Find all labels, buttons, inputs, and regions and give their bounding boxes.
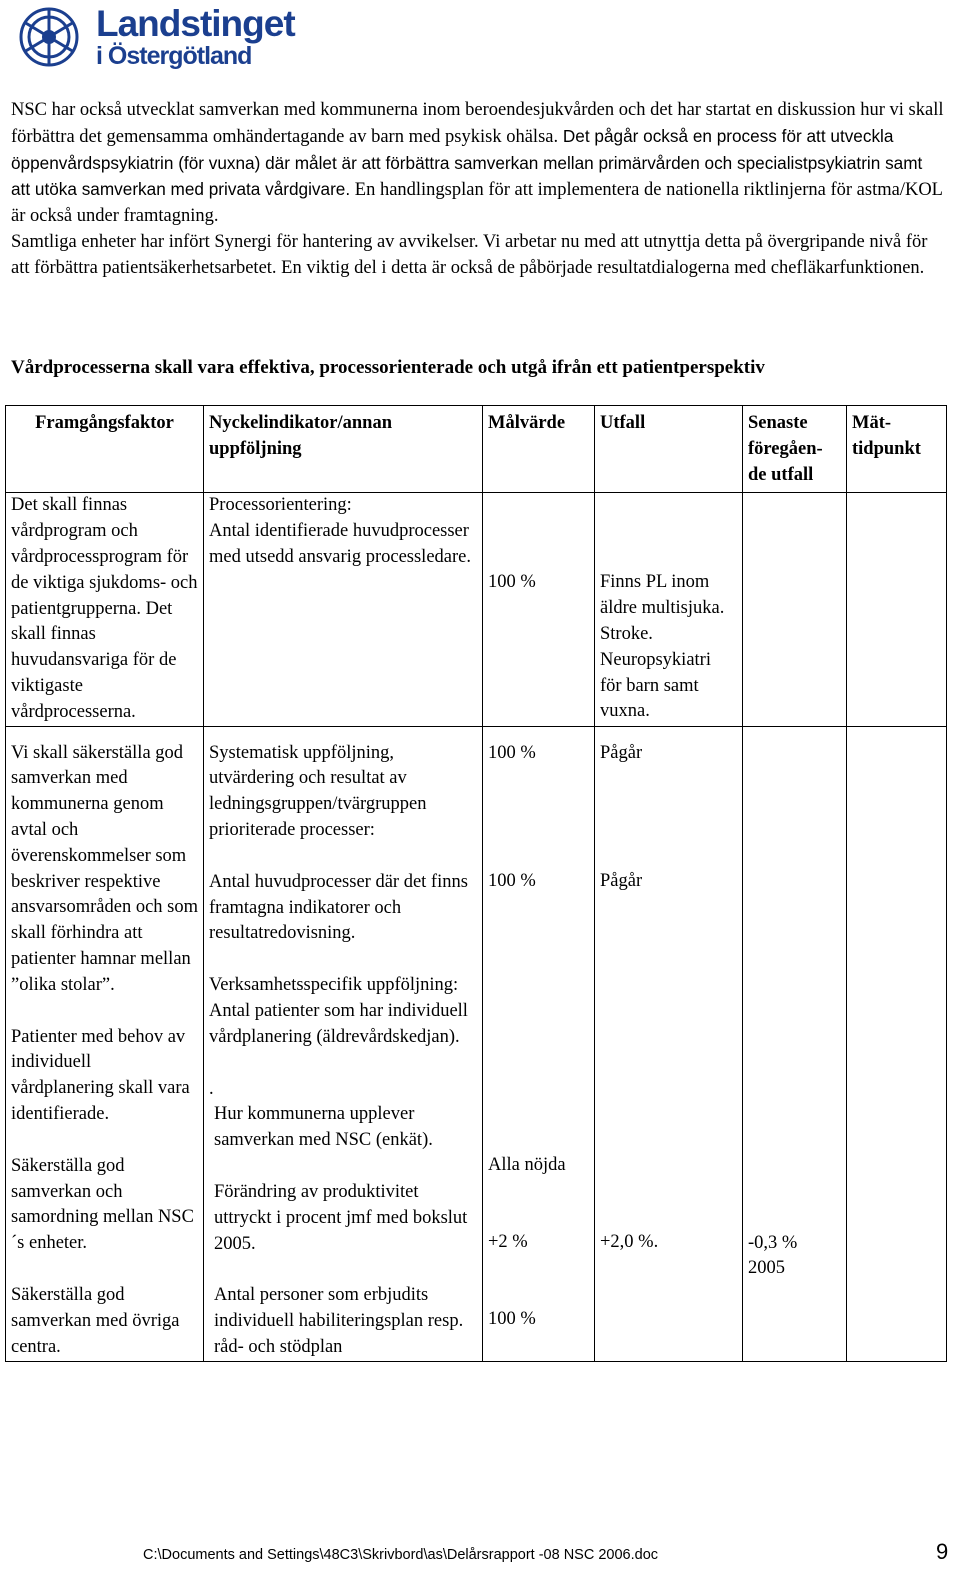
intro-p1-part-a: NSC har också utvecklat samverkan med kommunerna inom beroendesjukvården och det har startat en diskussion hur vi skall förbättra det gemensamma omhändertagande av barn med psykisk ohälsa. <box>11 100 944 147</box>
landstinget-logo <box>10 3 295 70</box>
section-heading: Vårdprocesserna skall vara effektiva, processorienterade och utgå ifrån ett patientperspektiv <box>11 357 765 378</box>
intro-p1-part-c: En handlingsplan för att implementera de nationella riktlinjerna för astma/KOL är också under framtagning. <box>11 180 943 227</box>
row1-indicator: Processorientering: Antal identifierade huvudprocesser med utsedd ansvarig processledare. <box>204 493 483 726</box>
header-mattidpunkt: Mät-tidpunkt <box>847 406 947 493</box>
row1-outcome: Finns PL inom äldre multisjuka. Stroke. Neuropsykiatri för barn samt vuxna. <box>595 493 743 726</box>
row2-outcome: Pågår Pågår +2,0 %. <box>595 726 743 1361</box>
intro-p1-part-b: Det pågår också en process för att utveckla öppenvårdspsykiatrin (för vuxna) där målet är att förbättra samverkan mellan primärvården och specialistpsykiatrin samt att utöka samverkan med privata vårdgivare. <box>11 125 923 200</box>
row1-factor: Det skall finnas vårdprogram och vårdprocessprogram för de viktiga sjukdoms- och patientgrupperna. Det skall finnas huvudansvariga för de viktigaste vårdprocesserna. <box>6 493 204 726</box>
row2-indicator: Systematisk uppföljning, utvärdering och resultat av ledningsgruppen/tvärgruppen prioriterade processer: Antal huvudprocesser där det finns framtagna indikatorer och resultatredovisning. Verksamhetsspecifik uppföljning: Antal patienter som har individuell vårdplanering (äldrevårdskedjan). . Hur kommunerna upplever samverkan med NSC (enkät). Förändring av produktivitet uttryckt i procent jmf med bokslut 2005. Antal personer som erbjudits individuell habiliteringsplan resp. råd- och stödplan <box>204 726 483 1361</box>
intro-paragraph-1 <box>11 98 946 230</box>
indicator-table <box>5 405 947 1362</box>
table-header-row <box>6 406 947 493</box>
header-malvarde: Målvärde <box>483 406 595 493</box>
row2-previous: -0,3 % 2005 <box>743 726 847 1361</box>
header-utfall: Utfall <box>595 406 743 493</box>
page-number: 9 <box>936 1539 949 1564</box>
header-senaste: Senaste föregåen-de utfall <box>743 406 847 493</box>
header-nyckelindikator: Nyckelindikator/annan uppföljning <box>204 406 483 493</box>
row1-timepoint <box>847 493 947 726</box>
row1-target: 100 % <box>483 493 595 726</box>
logo-crown-icon <box>10 4 88 70</box>
header-framgangsfaktor: Framgångsfaktor <box>6 406 204 493</box>
logo-line1: Landstinget <box>96 3 295 44</box>
row2-timepoint <box>847 726 947 1361</box>
footer-file-path: C:\Documents and Settings\48C3\Skrivbord\as\Delårsrapport -08 NSC 2006.doc <box>143 1547 659 1563</box>
table-row <box>6 493 947 726</box>
table-row <box>6 726 947 1361</box>
intro-paragraph-2: Samtliga enheter har infört Synergi för hantering av avvikelser. Vi arbetar nu med att utnyttja detta på övergripande nivå för att förbättra patientsäkerhetsarbetet. En viktig del i detta är också de påbörjade resultatdialogerna med chefläkarfunktionen. <box>11 231 928 278</box>
row2-factor: Vi skall säkerställa god samverkan med kommunerna genom avtal och överenskommelser som beskriver respektive ansvarsområden och som skall förhindra att patienter hamnar mellan ”olika stolar”. Patienter med behov av individuell vårdplanering skall vara identifierade. Säkerställa god samverkan och samordning mellan NSC´s enheter. Säkerställa god samverkan med övriga centra. <box>6 726 204 1361</box>
intro-text <box>11 98 946 282</box>
row1-previous <box>743 493 847 726</box>
logo-line2: i Östergötland <box>96 42 252 70</box>
row2-target: 100 % 100 % Alla nöjda +2 % 100 % <box>483 726 595 1361</box>
